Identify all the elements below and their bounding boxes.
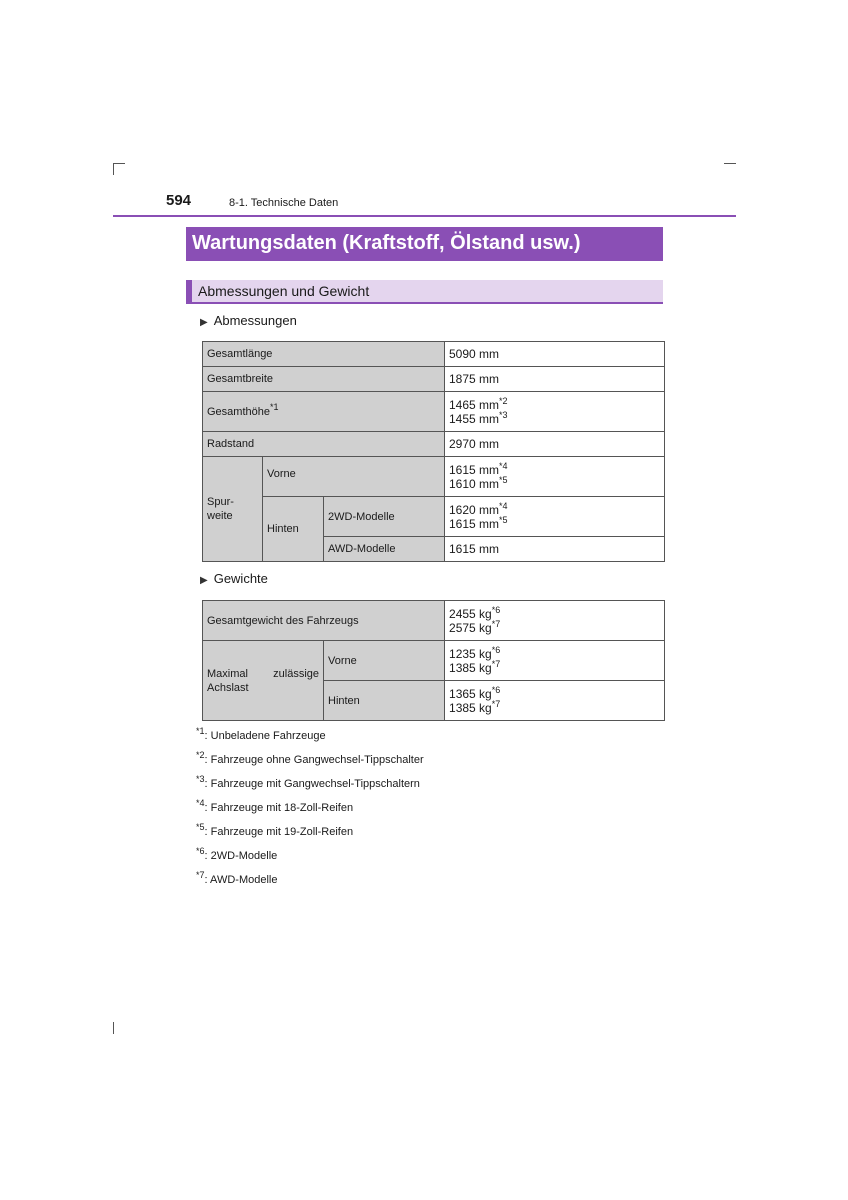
table-row [203, 601, 665, 641]
axle-rear-value-cell [445, 681, 665, 721]
track-rear-2wd-label: 2WD-Modelle [324, 497, 445, 537]
footnote-ref: *4 [499, 500, 508, 511]
overall-width-value: 1875 mm [445, 367, 665, 392]
track-front-value-1: 1615 mm [449, 462, 500, 477]
crop-mark-top-right-h [724, 163, 736, 164]
triangle-bullet-icon: ▶ [200, 317, 208, 328]
axle-rear-value-1: 1365 kg [449, 686, 492, 701]
footnote-text: : Unbeladene Fahrzeuge [204, 730, 326, 742]
footnote-ref: *3 [499, 409, 508, 420]
footnote-ref: *7 [491, 698, 501, 709]
crop-mark-bottom-left-v [113, 1022, 114, 1034]
footnote-text: : 2WD-Modelle [204, 850, 278, 862]
gross-weight-label: Gesamtgewicht des Fahrzeugs [203, 601, 445, 641]
overall-height-label: Gesamthöhe [207, 405, 270, 418]
footnote-ref: *5 [499, 514, 508, 525]
weights-table [202, 600, 665, 721]
footnote-mark: *7 [196, 870, 205, 880]
footnote-mark: *4 [196, 798, 205, 808]
dimensions-title: Abmessungen [213, 313, 297, 328]
wheelbase-label: Radstand [203, 432, 445, 457]
table-row [203, 641, 665, 681]
header-rule [113, 215, 736, 217]
triangle-bullet-icon: ▶ [200, 575, 208, 586]
overall-height-value-2: 1455 mm [449, 411, 500, 426]
footnote-item [196, 776, 424, 800]
track-label-line1: Spur- [207, 496, 234, 508]
axle-rear-value-2: 1385 kg [449, 700, 492, 715]
overall-height-value-cell [445, 392, 665, 432]
track-label-cell [203, 457, 263, 562]
table-row [203, 367, 665, 392]
footnote-ref: *2 [499, 395, 508, 406]
track-rear-awd-label: AWD-Modelle [324, 537, 445, 562]
axle-front-value-1: 1235 kg [449, 646, 492, 661]
track-rear-2wd-value-2: 1615 mm [449, 516, 500, 531]
footnote-item [196, 824, 424, 848]
footnote-ref: *1 [269, 401, 279, 412]
track-rear-awd-value: 1615 mm [445, 537, 665, 562]
gross-weight-value-2: 2575 kg [449, 620, 492, 635]
footnote-mark: *5 [196, 822, 205, 832]
overall-length-value: 5090 mm [445, 342, 665, 367]
wheelbase-value: 2970 mm [445, 432, 665, 457]
crop-mark-top-left-h [113, 163, 125, 164]
footnote-text: : AWD-Modelle [204, 874, 278, 886]
footnote-ref: *5 [499, 474, 508, 485]
track-rear-2wd-value-cell [445, 497, 665, 537]
track-front-label: Vorne [263, 457, 445, 497]
weights-title: Gewichte [213, 571, 268, 586]
gross-weight-value-1: 2455 kg [449, 606, 492, 621]
footnote-mark: *6 [196, 846, 205, 856]
footnote-ref: *6 [491, 644, 501, 655]
table-row [203, 457, 665, 497]
footnote-mark: *2 [196, 750, 205, 760]
track-rear-label: Hinten [263, 497, 324, 562]
footnote-ref: *6 [491, 604, 501, 615]
overall-length-label: Gesamtlänge [203, 342, 445, 367]
track-front-value-2: 1610 mm [449, 476, 500, 491]
dimensions-table [202, 341, 665, 562]
section-title: 8-1. Technische Daten [229, 197, 339, 209]
dimensions-bullet [200, 313, 297, 328]
track-front-value-cell [445, 457, 665, 497]
axle-load-label-word2: zulässige [273, 667, 319, 680]
page-number: 594 [166, 192, 192, 209]
gross-weight-value-cell [445, 601, 665, 641]
axle-load-label-word1: Maximal [207, 667, 248, 680]
sub-heading: Abmessungen und Gewicht [186, 280, 663, 304]
footnote-item [196, 872, 424, 896]
track-label-line2: weite [207, 510, 233, 522]
footnote-ref: *7 [491, 618, 501, 629]
axle-rear-label: Hinten [324, 681, 445, 721]
footnote-text: : Fahrzeuge ohne Gangwechsel-Tippschalter [204, 754, 424, 766]
axle-load-label-cell [203, 641, 324, 721]
footnote-ref: *4 [499, 460, 508, 471]
weights-bullet [200, 571, 268, 586]
axle-load-label-line2: Achslast [207, 681, 249, 694]
overall-height-value-1: 1465 mm [449, 397, 500, 412]
footnote-ref: *7 [491, 658, 501, 669]
footnote-item [196, 848, 424, 872]
footnote-text: : Fahrzeuge mit 19-Zoll-Reifen [204, 826, 354, 838]
table-row [203, 392, 665, 432]
footnote-text: : Fahrzeuge mit Gangwechsel-Tippschaltern [204, 778, 420, 790]
table-row [203, 497, 665, 537]
table-row [203, 432, 665, 457]
footnote-mark: *3 [196, 774, 205, 784]
footnotes-list [196, 728, 424, 896]
axle-front-value-cell [445, 641, 665, 681]
footnote-item [196, 800, 424, 824]
track-rear-2wd-value-1: 1620 mm [449, 502, 500, 517]
axle-front-value-2: 1385 kg [449, 660, 492, 675]
footnote-text: : Fahrzeuge mit 18-Zoll-Reifen [204, 802, 354, 814]
overall-height-label-cell [203, 392, 445, 432]
overall-width-label: Gesamtbreite [203, 367, 445, 392]
axle-front-label: Vorne [324, 641, 445, 681]
main-heading: Wartungsdaten (Kraftstoff, Ölstand usw.) [186, 227, 663, 261]
table-row [203, 342, 665, 367]
footnote-ref: *6 [491, 684, 501, 695]
footnote-item [196, 752, 424, 776]
crop-mark-top-left-v [113, 163, 114, 175]
footnote-mark: *1 [196, 726, 205, 736]
footnote-item [196, 728, 424, 752]
